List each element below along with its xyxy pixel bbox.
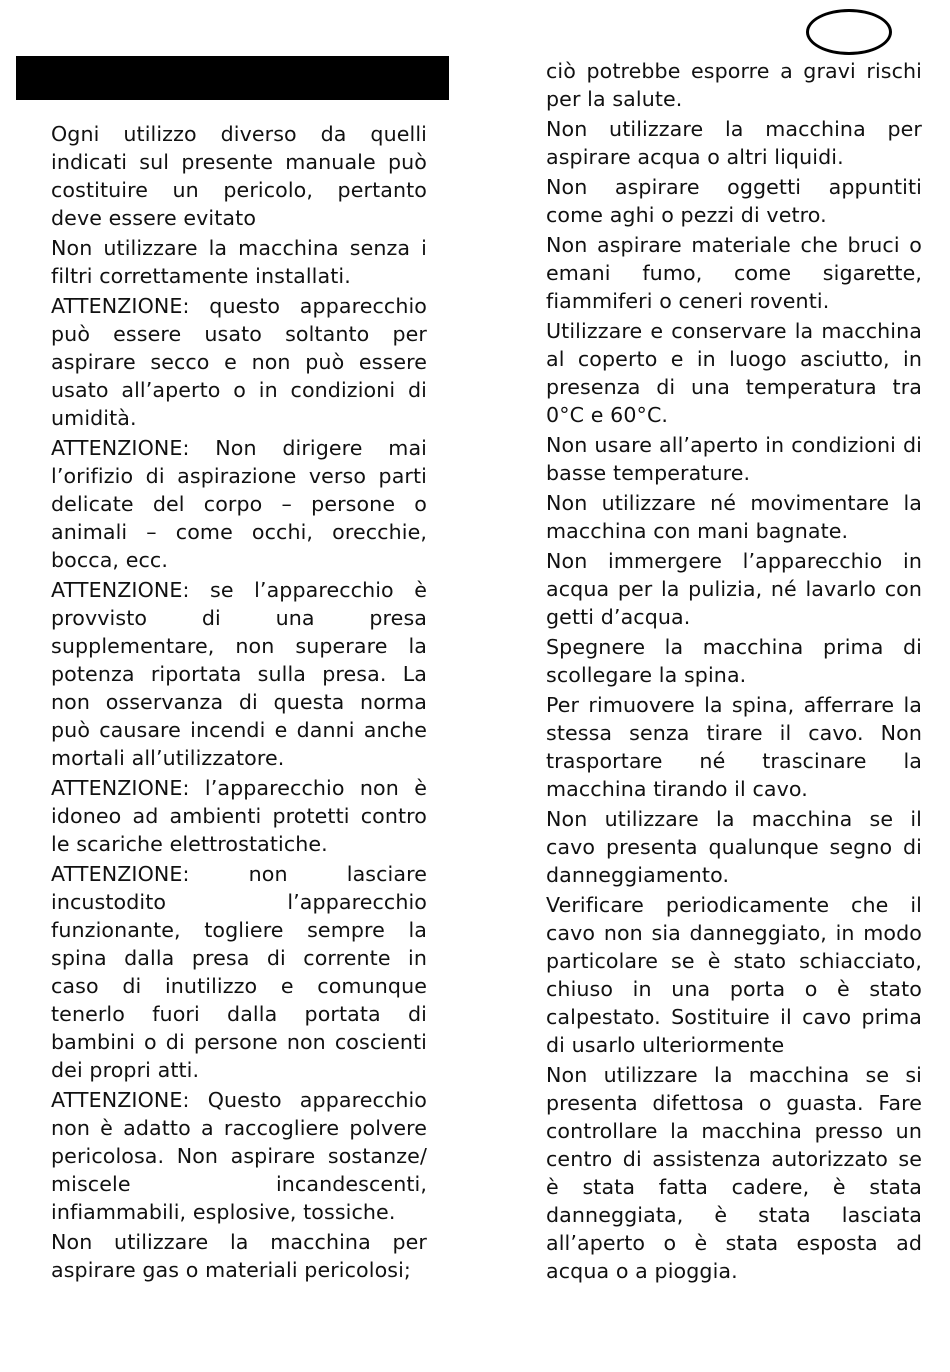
paragraph: ATTENZIONE: se l’apparecchio è provvisto di una presa supplementare, non superare la potenza riportata sulla presa. La non osservanza di questa norma può causare incendi e danni anche mortali all’utilizzatore. — [51, 578, 427, 770]
paragraph: Non utilizzare la macchina per aspirare gas o materiali pericolosi; — [51, 1230, 427, 1282]
paragraph: ATTENZIONE: l’apparecchio non è idoneo ad ambienti protetti contro le scariche elettrostatiche. — [51, 776, 427, 856]
left-text-column — [51, 120, 427, 1286]
paragraph: Per rimuovere la spina, afferrare la stessa senza tirare il cavo. Non trasportare né trascinare la macchina tirando il cavo. — [546, 693, 922, 801]
paragraph: ciò potrebbe esporre a gravi rischi per la salute. — [546, 59, 922, 111]
paragraph: ATTENZIONE: non lasciare incustodito l’apparecchio funzionante, togliere sempre la spina dalla presa di corrente in caso di inutilizzo e comunque tenerlo fuori dalla portata di bambini o di persone non coscienti dei propri atti. — [51, 862, 427, 1082]
paragraph: Non utilizzare né movimentare la macchina con mani bagnate. — [546, 491, 922, 543]
paragraph: Non immergere l’apparecchio in acqua per la pulizia, né lavarlo con getti d’acqua. — [546, 549, 922, 629]
paragraph: Non utilizzare la macchina senza i filtri correttamente installati. — [51, 236, 427, 288]
right-text-column — [546, 57, 922, 1287]
page-language-badge — [806, 9, 892, 55]
paragraph: ATTENZIONE: Non dirigere mai l’orifizio di aspirazione verso parti delicate del corpo – persone o animali – come occhi, orecchie, bocca, ecc. — [51, 436, 427, 572]
paragraph: Non usare all’aperto in condizioni di basse temperature. — [546, 433, 922, 485]
paragraph: ATTENZIONE: Questo apparecchio non è adatto a raccogliere polvere pericolosa. Non aspirare sostanze/ miscele incandescenti, infiammabili, esplosive, tossiche. — [51, 1088, 427, 1224]
paragraph: Ogni utilizzo diverso da quelli indicati sul presente manuale può costituire un pericolo, pertanto deve essere evitato — [51, 122, 427, 230]
paragraph: Non aspirare materiale che bruci o emani fumo, come sigarette, fiammiferi o ceneri roventi. — [546, 233, 922, 313]
paragraph: Utilizzare e conservare la macchina al coperto e in luogo asciutto, in presenza di una temperatura tra 0°C e 60°C. — [546, 319, 922, 427]
paragraph: Verificare periodicamente che il cavo non sia danneggiato, in modo particolare se è stato schiacciato, chiuso in una porta o è stato calpestato. Sostituire il cavo prima di usarlo ulteriormente — [546, 893, 922, 1057]
paragraph: Non aspirare oggetti appuntiti come aghi o pezzi di vetro. — [546, 175, 922, 227]
paragraph: Spegnere la macchina prima di scollegare la spina. — [546, 635, 922, 687]
paragraph: Non utilizzare la macchina se si presenta difettosa o guasta. Fare controllare la macchina presso un centro di assistenza autorizzato se è stata fatta cadere, è stata danneggiata, è stata lasciata all’aperto o è stata esposta ad acqua o a pioggia. — [546, 1063, 922, 1283]
paragraph: Non utilizzare la macchina per aspirare acqua o altri liquidi. — [546, 117, 922, 169]
paragraph: ATTENZIONE: questo apparecchio può essere usato soltanto per aspirare secco e non può essere usato all’aperto o in condizioni di umidità. — [51, 294, 427, 430]
section-header-bar — [16, 56, 449, 100]
paragraph: Non utilizzare la macchina se il cavo presenta qualunque segno di danneggiamento. — [546, 807, 922, 887]
